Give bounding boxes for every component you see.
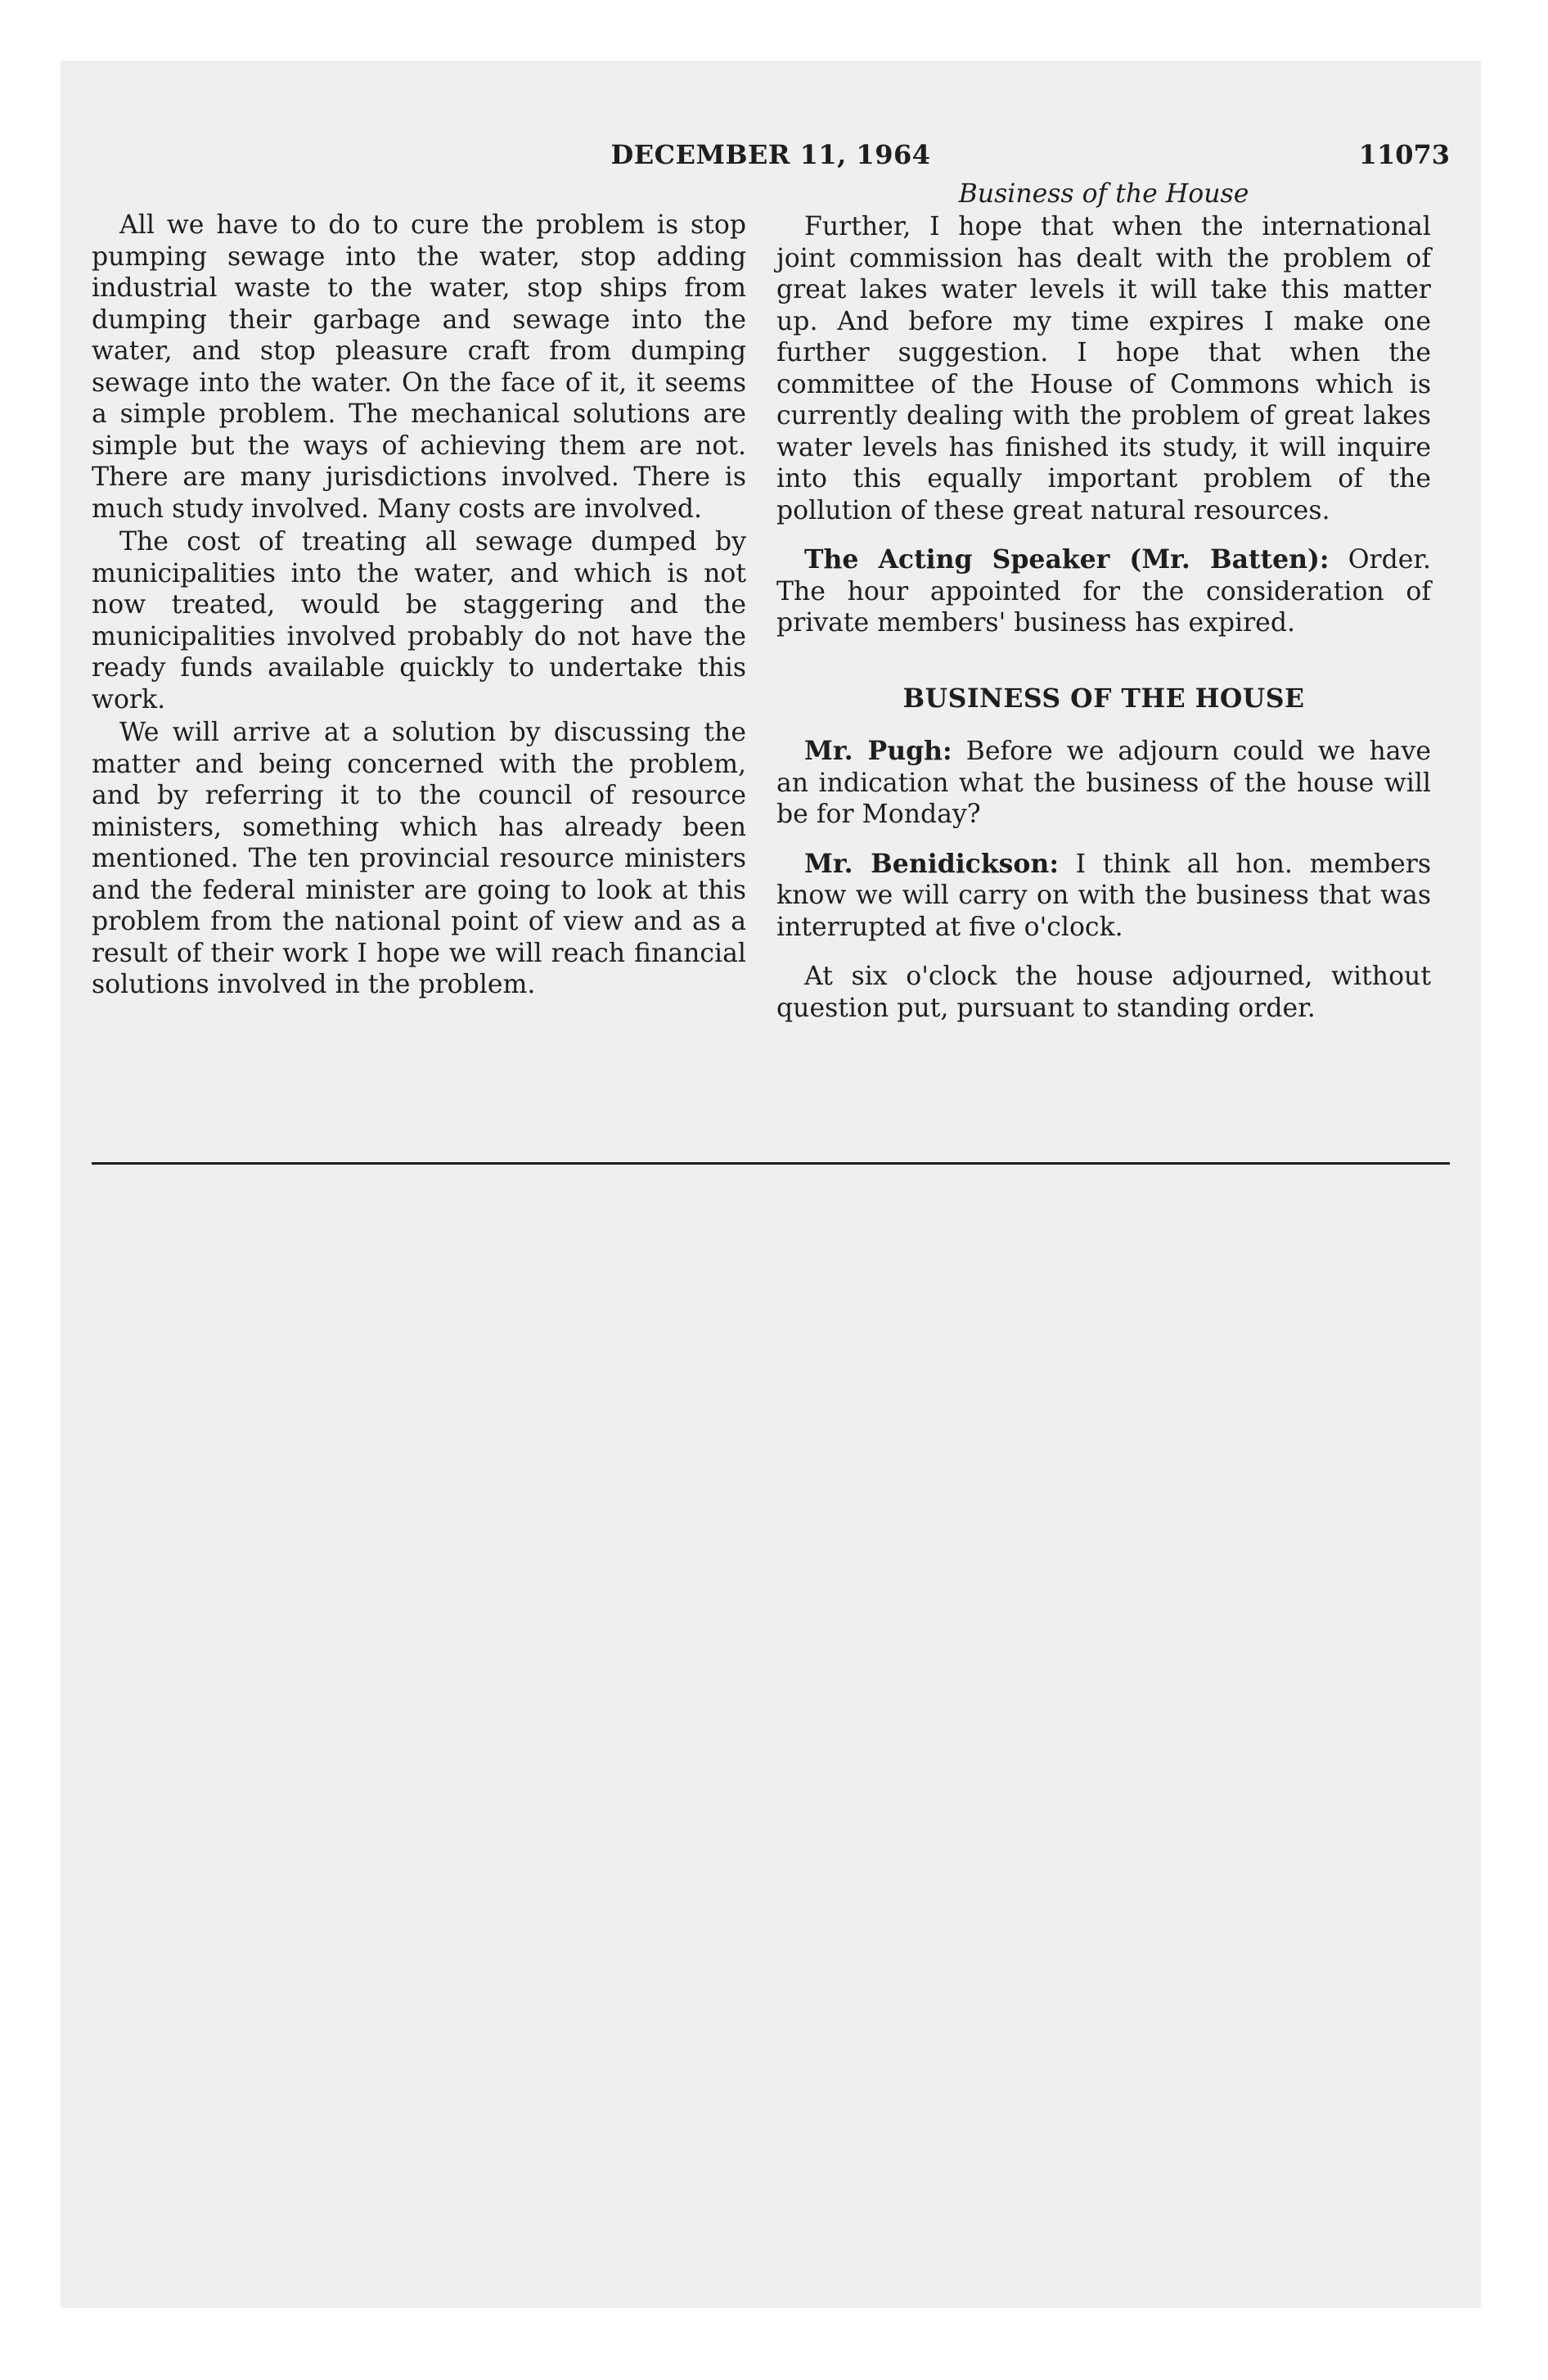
page-content [92,139,1450,1111]
left-column-spacer [92,178,746,210]
speaker-name: The Acting Speaker (Mr. Batten): [804,544,1330,575]
right-column [776,178,1431,1024]
speaker-text: Before we adjourn could we have an indication what the business of the house will be for Monday? [776,737,1431,829]
left-paragraph-1: All we have to do to cure the problem is stop pumping sewage into the water, stop adding industrial waste to the water, stop ships from dumping their garbage and sewage into the water, and stop pleasure craft from dumping sewage into the water. On the face of it, it seems a simple problem. The mechanical solutions are simple but the ways of achieving them are not. There are many jurisdictions involved. There is much study involved. Many costs are involved. [92,210,746,524]
page-date: DECEMBER 11, 1964 [610,139,931,170]
end-rule [92,1162,1450,1165]
exchange-benidickson [776,849,1431,944]
exchange-pugh [776,736,1431,831]
document-page [61,61,1481,2308]
left-paragraph-2: The cost of treating all sewage dumped by municipalities into the water, and which is not now treated, would be staggering and the municipalities involved probably do not have the ready funds available quickly to undertake this work. [92,527,746,714]
speaker-text: Order. The hour appointed for the consideration of private members' business has expired. [776,545,1431,638]
section-heading: BUSINESS OF THE HOUSE [902,683,1305,714]
acting-speaker-statement [776,544,1431,639]
page-number: 11073 [1358,139,1450,170]
right-paragraph-intro: Further, I hope that when the international joint commission has dealt with the problem of great lakes water levels it will take this matter up. And before my time expires I make one further suggestion. I hope that when the committee of the House of Commons which is currently dealing with the problem of great lakes water levels has finished its study, it will inquire into this equally important problem of the pollution of these great natural resources. [776,212,1431,525]
left-column [92,178,746,1001]
adjournment-note: At six o'clock the house adjourned, without question put, pursuant to standing order. [776,962,1431,1023]
running-head: Business of the House [958,179,1249,209]
speaker-name: Mr. Benidickson: [804,848,1059,879]
left-paragraph-3: We will arrive at a solution by discussing the matter and being concerned with the problem, and by referring it to the council of resource ministers, something which has already been mentioned. The ten provincial resource ministers and the federal minister are going to look at this problem from the national point of view and as a result of their work I hope we will reach financial solutions involved in the problem. [92,718,746,999]
speaker-name: Mr. Pugh: [804,736,952,766]
text-columns [92,178,1450,1111]
page-header [92,139,1450,178]
speaker-text: I think all hon. members know we will carry on with the business that was interrupted at five o'clock. [776,849,1432,942]
